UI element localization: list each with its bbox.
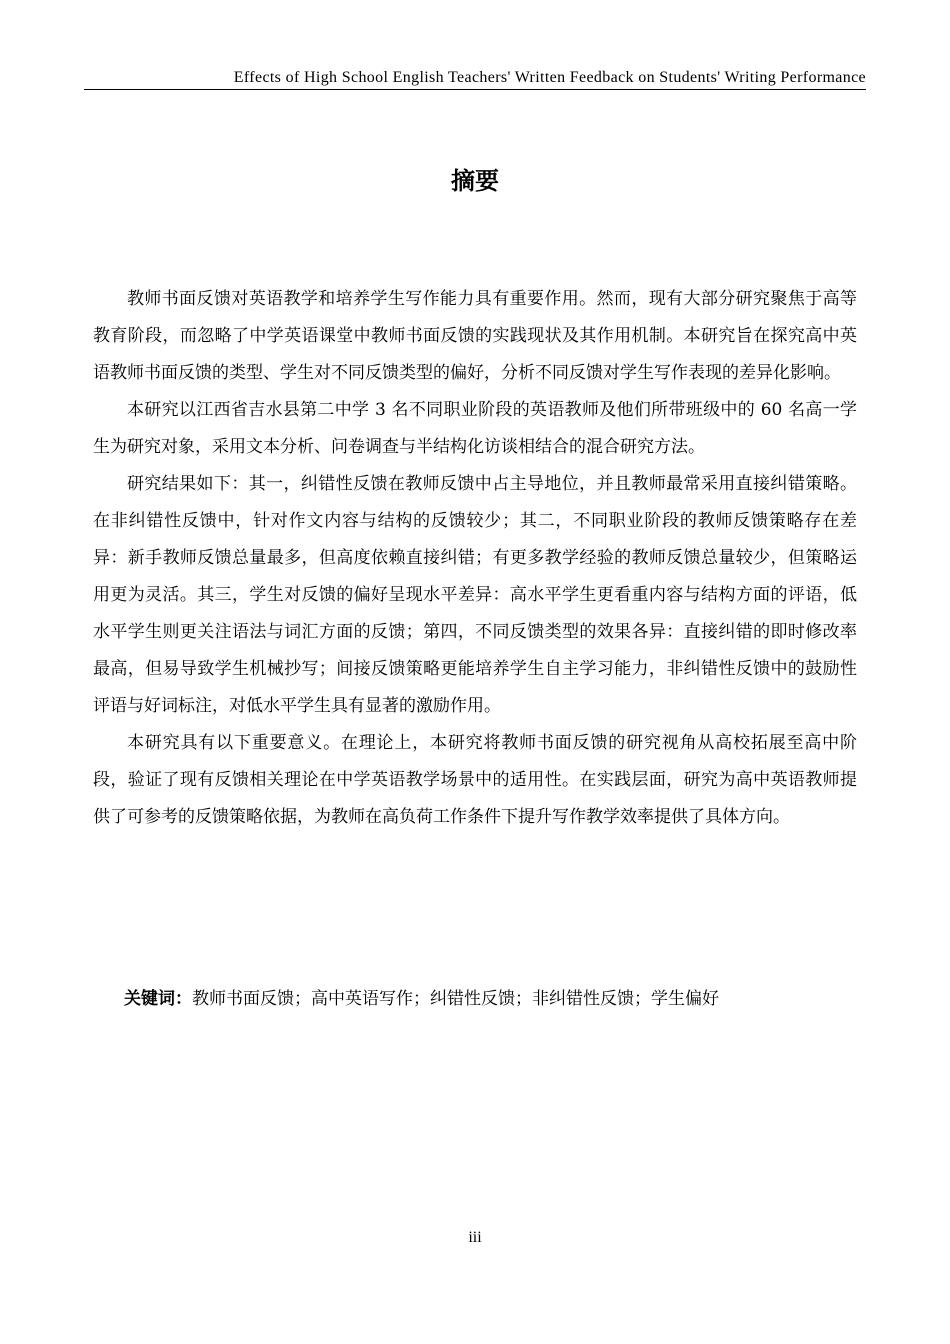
abstract-paragraph: 教师书面反馈对英语教学和培养学生写作能力具有重要作用。然而，现有大部分研究聚焦于高等教育阶段，而忽略了中学英语课堂中教师书面反馈的实践现状及其作用机制。本研究旨在探究高中英语教师书面反馈的类型、学生对不同反馈类型的偏好，分析不同反馈对学生写作表现的差异化影响。: [93, 289, 857, 383]
page-title: 摘要: [451, 167, 499, 195]
running-header: Effects of High School English Teachers' Written Feedback on Students' Writing Performance: [84, 67, 866, 90]
page-number: iii: [468, 1229, 482, 1246]
abstract-paragraph: 本研究具有以下重要意义。在理论上，本研究将教师书面反馈的研究视角从高校拓展至高中阶段，验证了现有反馈相关理论在中学英语教学场景中的适用性。在实践层面，研究为高中英语教师提供了可参考的反馈策略依据，为教师在高负荷工作条件下提升写作教学效率提供了具体方向。: [93, 733, 857, 827]
abstract-body: [93, 281, 857, 836]
abstract-paragraph: 研究结果如下：其一，纠错性反馈在教师反馈中占主导地位，并且教师最常采用直接纠错策略。在非纠错性反馈中，针对作文内容与结构的反馈较少；其二，不同职业阶段的教师反馈策略存在差异：新手教师反馈总量最多，但高度依赖直接纠错；有更多教学经验的教师反馈总量较少，但策略运用更为灵活。其三，学生对反馈的偏好呈现水平差异：高水平学生更看重内容与结构方面的评语，低水平学生则更关注语法与词汇方面的反馈；第四，不同反馈类型的效果各异：直接纠错的即时修改率最高，但易导致学生机械抄写；间接反馈策略更能培养学生自主学习能力，非纠错性反馈中的鼓励性评语与好词标注，对低水平学生具有显著的激励作用。: [93, 474, 857, 716]
keywords-label: 关键词：: [124, 989, 192, 1009]
abstract-paragraph: 本研究以江西省吉水县第二中学 3 名不同职业阶段的英语教师及他们所带班级中的 60 名高一学生为研究对象，采用文本分析、问卷调查与半结构化访谈相结合的混合研究方法。: [93, 400, 857, 457]
keywords-line: [124, 981, 864, 1018]
keywords-text: 教师书面反馈；高中英语写作；纠错性反馈；非纠错性反馈；学生偏好: [192, 989, 719, 1009]
